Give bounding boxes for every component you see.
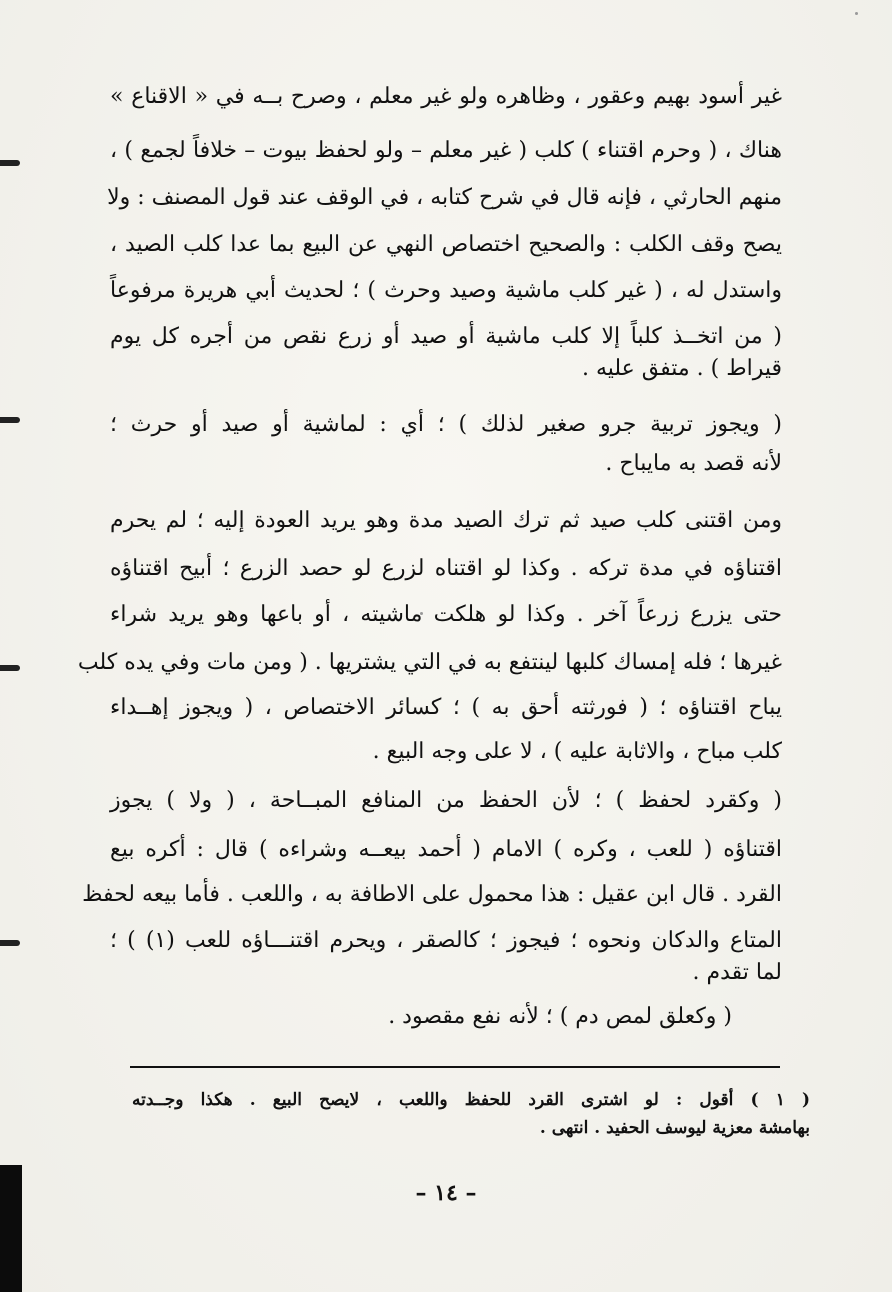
text-line: ( وكقرد لحفظ ) ؛ لأن الحفظ من المنافع المبــاحة ، ( ولا ) يجوز: [110, 788, 782, 813]
text-line: ( من اتخــذ كلباً إلا كلب ماشية أو صيد أو زرع نقص من أجره كل يوم: [110, 324, 782, 349]
text-line: ( ويجوز تربية جرو صغير لذلك ) ؛ أي : لماشية أو صيد أو حرث ؛: [110, 412, 782, 437]
text-line: منهم الحارثي ، فإنه قال في شرح كتابه ، في الوقف عند قول المصنف : ولا: [107, 185, 782, 210]
text-line: اقتناؤه ( للعب ، وكره ) الامام ( أحمد بيعــه وشراءه ) قال : أكره بيع: [110, 837, 782, 862]
text-line: غير أسود بهيم وعقور ، وظاهره ولو غير معلم ، وصرح بــه في « الاقناع »: [110, 84, 782, 109]
text-line: قيراط ) . متفق عليه .: [581, 356, 782, 381]
speck: [855, 12, 858, 15]
footnote-rule: [130, 1066, 780, 1068]
text-line: كلب مباح ، والاثابة عليه ) ، لا على وجه البيع .: [372, 739, 782, 764]
binding-mark: [0, 940, 20, 946]
text-line: هناك ، ( وحرم اقتناء ) كلب ( غير معلم – ولو لحفظ بيوت – خلافاً لجمع ) ،: [110, 138, 782, 163]
text-line: ومن اقتنى كلب صيد ثم ترك الصيد مدة وهو يريد العودة إليه ؛ لم يحرم: [110, 508, 782, 533]
text-line: لما تقدم .: [692, 960, 782, 985]
text-line: القرد . قال ابن عقيل : هذا محمول على الاطافة به ، واللعب . فأما بيعه لحفظ: [82, 882, 782, 907]
text-line: واستدل له ، ( غير كلب ماشية وصيد وحرث ) ؛ لحديث أبي هريرة مرفوعاً: [110, 278, 782, 303]
text-line: ( وكعلق لمص دم ) ؛ لأنه نفع مقصود .: [388, 1004, 732, 1029]
text-line: يباح اقتناؤه ؛ ( فورثته أحق به ) ؛ كسائر الاختصاص ، ( ويجوز إهــداء: [110, 695, 782, 720]
text-line: المتاع والدكان ونحوه ؛ فيجوز ؛ كالصقر ، ويحرم اقتنـــاؤه للعب (١) ) ؛: [110, 928, 782, 953]
binding-mark: [0, 417, 20, 423]
text-line: غيرها ؛ فله إمساك كلبها لينتفع به في التي يشتريها . ( ومن مات وفي يده كلب: [77, 650, 782, 675]
footnote-line: ( ١ ) أقول : لو اشترى القرد للحفظ واللعب ، لايصح البيع . هكذا وجــدته: [132, 1090, 811, 1110]
text-line: لأنه قصد به مايباح .: [605, 451, 782, 476]
binding-mark: [0, 160, 20, 166]
page-number: – ١٤ –: [415, 1180, 477, 1206]
text-line: يصح وقف الكلب : والصحيح اختصاص النهي عن البيع بما عدا كلب الصيد ،: [110, 232, 782, 257]
binding-mark: [0, 665, 20, 671]
text-line: اقتناؤه في مدة تركه . وكذا لو اقتناه لزرع لو حصد الزرع ؛ أبيح اقتناؤه: [110, 556, 782, 581]
text-line: حتى يزرع زرعاً آخر . وكذا لو هلكت ماشيته ، أو باعها وهو يريد شراء: [110, 602, 782, 627]
footnote-line: بهامشة معزية ليوسف الحفيد . انتهى .: [539, 1118, 810, 1138]
